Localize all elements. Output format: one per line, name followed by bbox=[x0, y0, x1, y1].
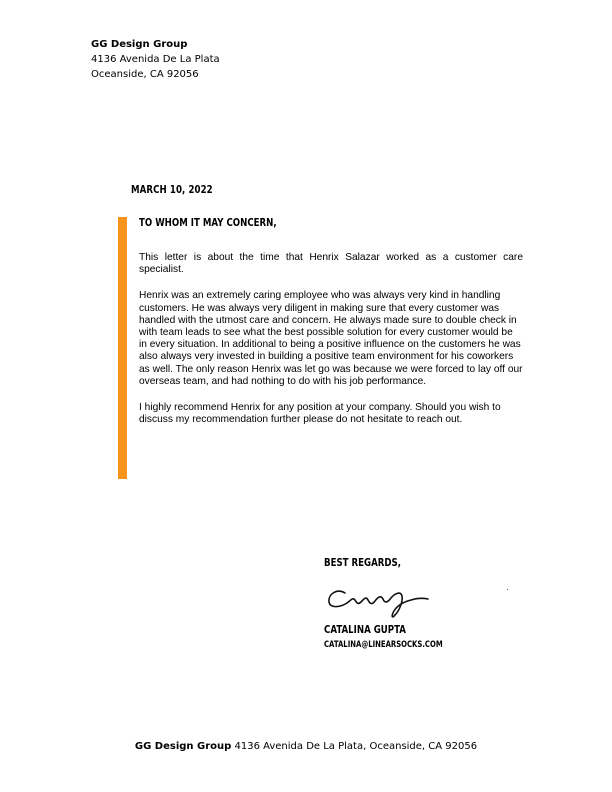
footer-address: 4136 Avenida De La Plata, Oceanside, CA 92056 bbox=[231, 741, 478, 752]
signer-name: CATALINA GUPTA bbox=[324, 624, 406, 636]
sender-block bbox=[91, 37, 220, 82]
letter-closing: BEST REGARDS, bbox=[324, 557, 402, 569]
stray-dot bbox=[507, 589, 508, 590]
signer-email: CATALINA@LINEARSOCKS.COM bbox=[324, 640, 443, 650]
body-paragraph-1: This letter is about the time that Henrix Salazar worked as a customer care specialist. bbox=[139, 252, 523, 276]
sender-address-line1: 4136 Avenida De La Plata bbox=[91, 54, 220, 65]
letter-greeting: TO WHOM IT MAY CONCERN, bbox=[139, 217, 277, 229]
footer-company: GG Design Group bbox=[134, 741, 232, 752]
accent-bar bbox=[118, 217, 127, 479]
sender-address-line2: Oceanside, CA 92056 bbox=[91, 69, 199, 80]
footer bbox=[0, 741, 612, 752]
letter-date: MARCH 10, 2022 bbox=[131, 184, 213, 196]
letter-body bbox=[139, 252, 523, 440]
body-paragraph-2: Henrix was an extremely caring employee who was always very kind in handling customers. He was always very diligent in making sure that every customer was handled with the utmost care and concern. He always made sure to double check in with team leads to see what the best possible solution for every customer would be in every situation. In additional to being a positive influence on the customers he was also always very invested in building a positive team environment for his coworkers as well. The only reason Henrix was let go was because we were forced to lay off our overseas team, and had nothing to do with his job performance. bbox=[139, 290, 523, 387]
body-paragraph-3: I highly recommend Henrix for any position at your company. Should you wish to discuss my recommendation further please do not hesitate to reach out. bbox=[139, 402, 501, 426]
sender-company: GG Design Group bbox=[91, 39, 188, 50]
signature-icon bbox=[325, 584, 430, 624]
